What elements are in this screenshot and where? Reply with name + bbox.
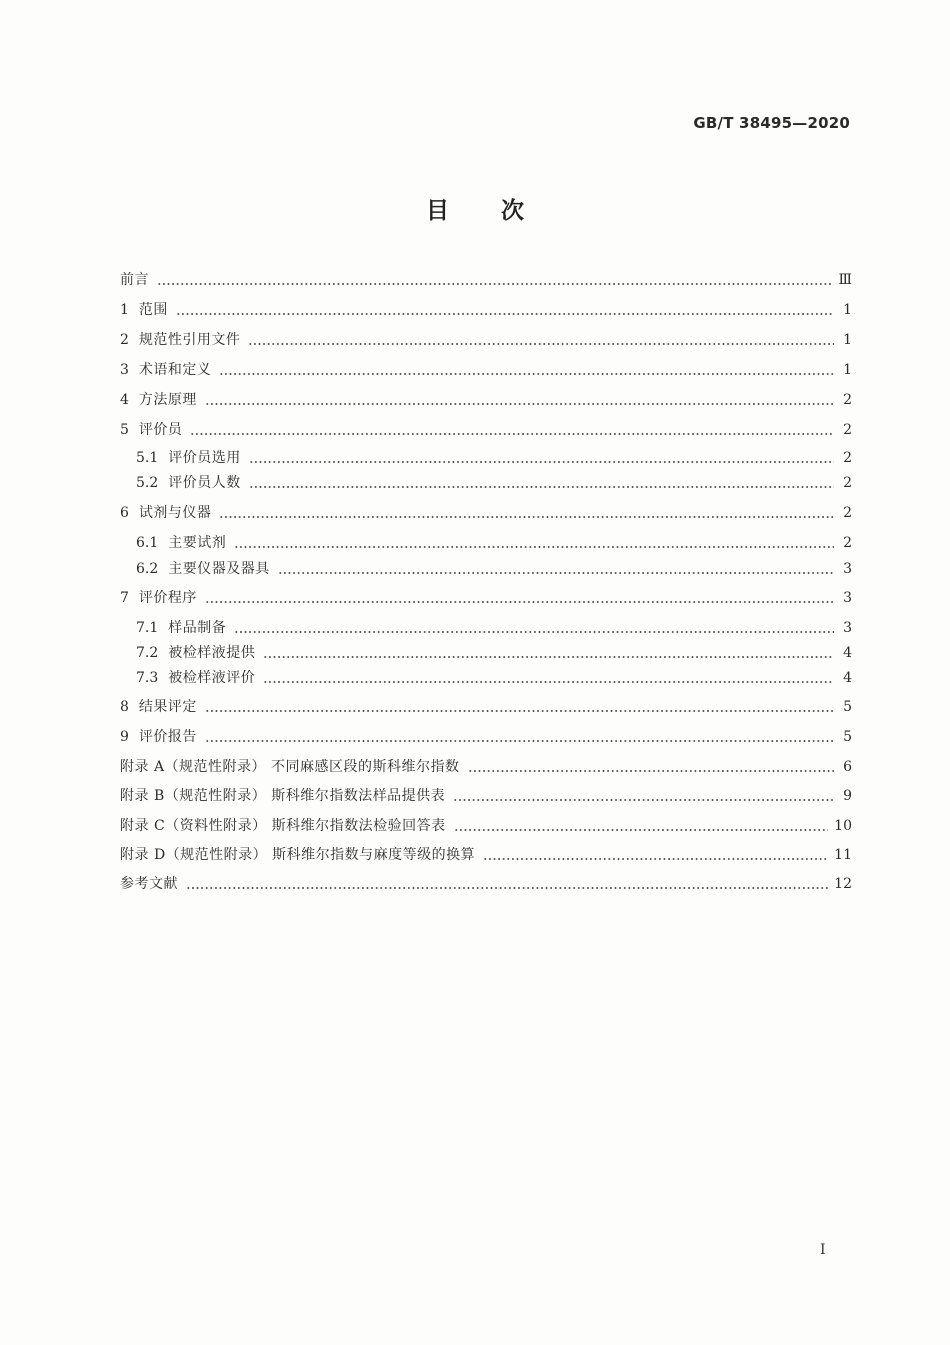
toc-entry-label: 评价程序 <box>138 590 197 606</box>
toc-entry-label: 评价员人数 <box>168 475 241 491</box>
toc-entry-label: 附录 D（规范性附录） 斯科维尔指数与麻度等级的换算 <box>120 847 476 863</box>
toc-entry-label: 评价员 <box>138 422 183 438</box>
toc-entry-page: 2 <box>843 505 852 521</box>
toc-entry-label: 范围 <box>138 302 168 318</box>
dot-leader <box>234 544 834 550</box>
toc-entry-number: 7.2 <box>136 645 159 661</box>
toc-entry[interactable] <box>120 817 852 835</box>
toc-entry[interactable] <box>120 449 852 467</box>
toc-entry[interactable] <box>120 421 852 439</box>
toc-entry-page: 1 <box>843 302 852 318</box>
toc-entry[interactable] <box>120 361 852 379</box>
toc-entry-label: 参考文献 <box>120 876 178 892</box>
toc-entry[interactable] <box>120 301 852 319</box>
toc-entry-page: 5 <box>843 699 852 715</box>
toc-entry-label: 附录 C（资料性附录） 斯科维尔指数法检验回答表 <box>120 818 446 834</box>
toc-entry[interactable] <box>120 589 852 607</box>
toc-entry-number: 6 <box>120 505 129 521</box>
dot-leader <box>219 514 834 520</box>
toc-entry-number: 5.2 <box>136 475 159 491</box>
dot-leader <box>248 341 834 347</box>
toc-entry[interactable] <box>120 698 852 716</box>
toc-entry-label: 主要仪器及器具 <box>168 561 270 577</box>
dot-leader <box>249 484 834 490</box>
toc-entry-page: 4 <box>843 670 852 686</box>
toc-entry-label: 附录 A（规范性附录） 不同麻感区段的斯科维尔指数 <box>120 759 460 775</box>
toc-entry-label: 附录 B（规范性附录） 斯科维尔指数法样品提供表 <box>120 788 446 804</box>
toc-entry-label: 评价员选用 <box>168 450 241 466</box>
toc-entry[interactable] <box>120 644 852 662</box>
dot-leader <box>176 311 834 317</box>
dot-leader <box>278 570 834 576</box>
toc-entry-page: 3 <box>843 561 852 577</box>
toc-entry-page: 4 <box>843 645 852 661</box>
dot-leader <box>234 629 834 635</box>
dot-leader <box>205 708 834 714</box>
toc-entry-label: 试剂与仪器 <box>138 505 212 521</box>
toc-entry[interactable] <box>120 758 852 776</box>
dot-leader <box>468 768 834 774</box>
toc-entry-label: 规范性引用文件 <box>138 332 241 348</box>
dot-leader <box>205 738 834 744</box>
toc-entry-number: 8 <box>120 699 129 715</box>
toc-entry-number: 7.1 <box>136 620 159 636</box>
toc-entry[interactable] <box>120 728 852 746</box>
toc-entry-page: 2 <box>843 392 852 408</box>
toc-entry-label: 结果评定 <box>138 699 197 715</box>
toc-entry-page: 2 <box>843 475 852 491</box>
dot-leader <box>263 654 834 660</box>
dot-leader <box>219 371 834 377</box>
toc-entry[interactable] <box>120 875 852 893</box>
page-number: I <box>820 1242 826 1258</box>
toc-entry-page: 11 <box>834 847 852 863</box>
toc-entry-page: Ⅲ <box>838 272 852 288</box>
toc-entry[interactable] <box>120 787 852 805</box>
toc-entry[interactable] <box>120 669 852 687</box>
toc-entry-page: 2 <box>843 422 852 438</box>
dot-leader <box>205 599 834 605</box>
toc-entry-label: 评价报告 <box>138 729 197 745</box>
dot-leader <box>453 797 834 803</box>
dot-leader <box>483 856 828 862</box>
toc-entry-page: 3 <box>843 620 852 636</box>
toc-entry-number: 1 <box>120 302 129 318</box>
dot-leader <box>249 459 834 465</box>
toc-entry-page: 2 <box>843 450 852 466</box>
toc-entry[interactable] <box>120 271 852 289</box>
toc-entry-number: 7.3 <box>136 670 159 686</box>
toc-entry[interactable] <box>120 504 852 522</box>
toc-entry-number: 7 <box>120 590 129 606</box>
toc-entry-page: 1 <box>843 332 852 348</box>
toc-entry-label: 主要试剂 <box>168 535 227 551</box>
toc-entry-label: 被检样液提供 <box>168 645 256 661</box>
toc-entry[interactable] <box>120 474 852 492</box>
toc-entry-number: 6.2 <box>136 561 159 577</box>
toc-entry-number: 5 <box>120 422 129 438</box>
dot-leader <box>454 827 829 833</box>
toc-entry[interactable] <box>120 846 852 864</box>
toc-entry-page: 3 <box>843 590 852 606</box>
dot-leader <box>205 401 834 407</box>
dot-leader <box>186 885 828 891</box>
toc-entry[interactable] <box>120 619 852 637</box>
toc-entry-page: 12 <box>834 876 852 892</box>
toc-entry-number: 9 <box>120 729 129 745</box>
toc-entry[interactable] <box>120 391 852 409</box>
toc-entry-page: 2 <box>843 535 852 551</box>
toc-entry[interactable] <box>120 331 852 349</box>
dot-leader <box>190 431 834 437</box>
toc-entry[interactable] <box>120 534 852 552</box>
standard-number: GB/T 38495—2020 <box>693 114 850 132</box>
toc-entry-label: 被检样液评价 <box>168 670 256 686</box>
toc-entry-label: 方法原理 <box>138 392 197 408</box>
toc-entry-page: 10 <box>834 818 852 834</box>
dot-leader <box>157 281 832 287</box>
toc-entry-page: 6 <box>843 759 852 775</box>
toc-entry-number: 3 <box>120 362 129 378</box>
toc-entry-label: 样品制备 <box>168 620 227 636</box>
toc-entry-number: 4 <box>120 392 129 408</box>
toc-entry-number: 5.1 <box>136 450 159 466</box>
toc-entry-number: 6.1 <box>136 535 159 551</box>
toc-entry-page: 1 <box>843 362 852 378</box>
toc-entry-page: 5 <box>843 729 852 745</box>
toc-entry-number: 2 <box>120 332 129 348</box>
page-title: 目次 <box>426 198 576 224</box>
toc-entry[interactable] <box>120 560 852 578</box>
dot-leader <box>263 679 834 685</box>
toc-entry-label: 术语和定义 <box>138 362 212 378</box>
toc-entry-page: 9 <box>843 788 852 804</box>
toc-entry-label: 前言 <box>120 272 149 288</box>
